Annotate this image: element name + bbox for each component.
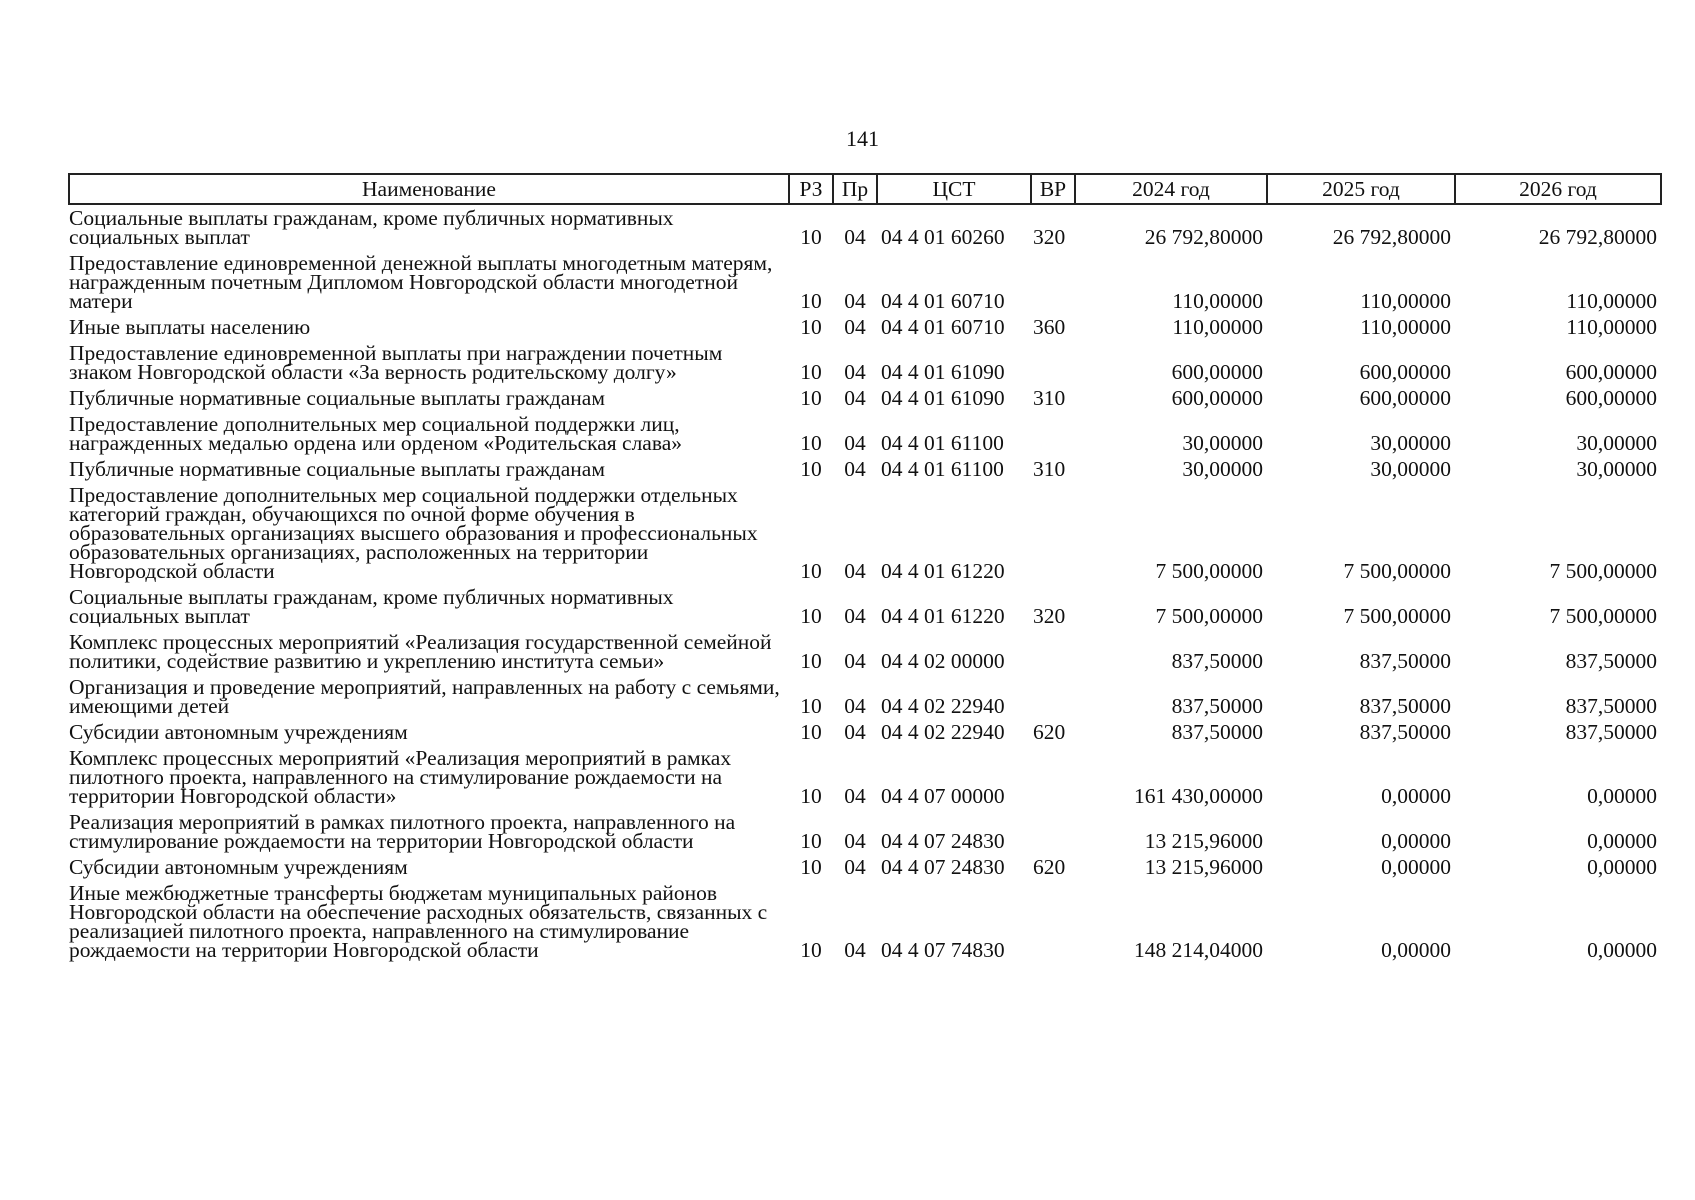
- row-rz: 10: [800, 855, 822, 879]
- row-name: Субсидии автономным учреждениям: [69, 720, 408, 744]
- row-pr: 04: [844, 431, 866, 455]
- row-pr: 04: [844, 315, 866, 339]
- row-2025: 110,00000: [1360, 315, 1451, 339]
- row-2024: 110,00000: [1172, 315, 1263, 339]
- table-row: [69, 204, 1661, 250]
- row-name: Комплекс процессных мероприятий «Реализация государственной семейной политики, содействие развитию и укреплению института семьи»: [69, 630, 772, 673]
- row-vr: 620: [1033, 720, 1066, 744]
- row-cst: 04 4 07 24830: [881, 829, 1005, 853]
- row-cst: 04 4 01 61220: [881, 604, 1005, 628]
- row-pr: 04: [844, 360, 866, 384]
- table-row: [69, 340, 1661, 385]
- row-vr: [1031, 809, 1075, 854]
- row-2024: 26 792,80000: [1144, 225, 1263, 249]
- row-2025: 30,00000: [1370, 431, 1451, 455]
- row-pr: 04: [844, 829, 866, 853]
- header-vr: ВР: [1031, 174, 1075, 204]
- row-rz: 10: [800, 431, 822, 455]
- row-2025: 7 500,00000: [1343, 604, 1451, 628]
- row-name: Иные межбюджетные трансферты бюджетам муниципальных районов Новгородской области на обеспечение расходных обязательств, связанных с реализацией пилотного проекта, направленного на стимулирование рождаемости на территории Новгородской области: [69, 881, 768, 962]
- row-2024: 30,00000: [1182, 457, 1263, 481]
- row-2026: 7 500,00000: [1549, 604, 1657, 628]
- header-name: Наименование: [69, 174, 789, 204]
- row-rz: 10: [800, 289, 822, 313]
- row-name: Публичные нормативные социальные выплаты гражданам: [69, 386, 605, 410]
- row-pr: 04: [844, 559, 866, 583]
- row-2025: 600,00000: [1359, 386, 1451, 410]
- row-pr: 04: [844, 386, 866, 410]
- row-2026: 0,00000: [1587, 855, 1657, 879]
- row-2025: 0,00000: [1381, 829, 1451, 853]
- row-2025: 0,00000: [1381, 784, 1451, 808]
- row-2024: 600,00000: [1171, 386, 1263, 410]
- header-cst: ЦСТ: [877, 174, 1031, 204]
- row-name: Иные выплаты населению: [69, 315, 311, 339]
- row-name: Предоставление дополнительных мер социальной поддержки лиц, награжденных медалью ордена или орденом «Родительская слава»: [69, 412, 683, 455]
- row-2024: 837,50000: [1171, 694, 1263, 718]
- row-2024: 13 215,96000: [1144, 855, 1263, 879]
- row-cst: 04 4 02 22940: [881, 694, 1005, 718]
- row-vr: 620: [1033, 855, 1066, 879]
- row-rz: 10: [800, 604, 822, 628]
- row-cst: 04 4 01 61100: [881, 431, 1004, 455]
- row-2026: 7 500,00000: [1549, 559, 1657, 583]
- table-row: [69, 745, 1661, 809]
- row-2025: 837,50000: [1359, 649, 1451, 673]
- row-2024: 600,00000: [1171, 360, 1263, 384]
- table-row: [69, 854, 1661, 880]
- table-header-row: [69, 174, 1661, 204]
- row-vr: 310: [1033, 457, 1066, 481]
- row-vr: [1031, 340, 1075, 385]
- row-cst: 04 4 02 00000: [881, 649, 1005, 673]
- row-2025: 30,00000: [1370, 457, 1451, 481]
- row-pr: 04: [844, 720, 866, 744]
- table-row: [69, 880, 1661, 963]
- row-cst: 04 4 07 74830: [881, 938, 1005, 962]
- row-2024: 837,50000: [1171, 649, 1263, 673]
- header-rz: РЗ: [789, 174, 833, 204]
- row-cst: 04 4 01 60710: [881, 315, 1005, 339]
- row-2026: 0,00000: [1587, 938, 1657, 962]
- header-2025: 2025 год: [1267, 174, 1455, 204]
- row-pr: 04: [844, 784, 866, 808]
- row-cst: 04 4 07 00000: [881, 784, 1005, 808]
- row-pr: 04: [844, 457, 866, 481]
- row-rz: 10: [800, 720, 822, 744]
- row-2026: 0,00000: [1587, 784, 1657, 808]
- row-rz: 10: [800, 225, 822, 249]
- row-rz: 10: [800, 694, 822, 718]
- table-row: [69, 719, 1661, 745]
- row-pr: 04: [844, 694, 866, 718]
- row-name: Комплекс процессных мероприятий «Реализация мероприятий в рамках пилотного проекта, направленного на стимулирование рождаемости на территории Новгородской области»: [69, 746, 732, 808]
- header-pr: Пр: [833, 174, 877, 204]
- row-name: Социальные выплаты гражданам, кроме публичных нормативных социальных выплат: [69, 206, 674, 249]
- table-row: [69, 809, 1661, 854]
- row-rz: 10: [800, 829, 822, 853]
- row-2025: 837,50000: [1359, 694, 1451, 718]
- row-2024: 13 215,96000: [1144, 829, 1263, 853]
- row-pr: 04: [844, 604, 866, 628]
- page-number: 141: [846, 126, 879, 151]
- row-2025: 837,50000: [1359, 720, 1451, 744]
- table-row: [69, 584, 1661, 629]
- row-2026: 837,50000: [1565, 649, 1657, 673]
- row-vr: [1031, 482, 1075, 584]
- row-cst: 04 4 01 60260: [881, 225, 1005, 249]
- row-cst: 04 4 01 60710: [881, 289, 1005, 313]
- row-rz: 10: [800, 559, 822, 583]
- row-2026: 26 792,80000: [1538, 225, 1657, 249]
- row-2026: 837,50000: [1565, 720, 1657, 744]
- row-name: Субсидии автономным учреждениям: [69, 855, 408, 879]
- row-2024: 30,00000: [1182, 431, 1263, 455]
- row-2025: 26 792,80000: [1332, 225, 1451, 249]
- row-2026: 600,00000: [1565, 360, 1657, 384]
- table-row: [69, 314, 1661, 340]
- row-cst: 04 4 01 61090: [881, 386, 1005, 410]
- row-2025: 0,00000: [1381, 938, 1451, 962]
- row-2024: 110,00000: [1172, 289, 1263, 313]
- row-pr: 04: [844, 855, 866, 879]
- row-name: Публичные нормативные социальные выплаты гражданам: [69, 457, 605, 481]
- row-vr: [1031, 674, 1075, 719]
- row-2024: 837,50000: [1171, 720, 1263, 744]
- row-2026: 837,50000: [1565, 694, 1657, 718]
- row-rz: 10: [800, 784, 822, 808]
- row-2026: 0,00000: [1587, 829, 1657, 853]
- table-row: [69, 411, 1661, 456]
- row-vr: [1031, 629, 1075, 674]
- header-2024: 2024 год: [1075, 174, 1267, 204]
- row-rz: 10: [800, 386, 822, 410]
- row-vr: 320: [1033, 604, 1066, 628]
- row-vr: 320: [1033, 225, 1066, 249]
- row-2025: 7 500,00000: [1343, 559, 1451, 583]
- row-pr: 04: [844, 649, 866, 673]
- row-vr: [1031, 411, 1075, 456]
- row-cst: 04 4 02 22940: [881, 720, 1005, 744]
- table-row: [69, 482, 1661, 584]
- table-row: [69, 250, 1661, 314]
- row-2024: 7 500,00000: [1155, 559, 1263, 583]
- row-vr: [1031, 250, 1075, 314]
- row-name: Организация и проведение мероприятий, направленных на работу с семьями, имеющими детей: [69, 675, 780, 718]
- row-rz: 10: [800, 315, 822, 339]
- row-name: Предоставление единовременной выплаты при награждении почетным знаком Новгородской области «За верность родительскому долгу»: [69, 341, 723, 384]
- row-vr: 310: [1033, 386, 1066, 410]
- row-name: Социальные выплаты гражданам, кроме публичных нормативных социальных выплат: [69, 585, 674, 628]
- row-pr: 04: [844, 225, 866, 249]
- row-2026: 600,00000: [1565, 386, 1657, 410]
- row-name: Предоставление дополнительных мер социальной поддержки отдельных категорий граждан, обучающихся по очной форме обучения в образовательных организациях высшего образования и профессиональных образовательных организациях, расположенных на территории Новгородской области: [69, 483, 758, 583]
- row-2025: 110,00000: [1360, 289, 1451, 313]
- row-rz: 10: [800, 938, 822, 962]
- row-cst: 04 4 01 61100: [881, 457, 1004, 481]
- row-2026: 110,00000: [1566, 315, 1657, 339]
- row-rz: 10: [800, 360, 822, 384]
- row-2024: 161 430,00000: [1134, 784, 1263, 808]
- row-2026: 30,00000: [1576, 457, 1657, 481]
- table-row: [69, 674, 1661, 719]
- row-2024: 148 214,04000: [1134, 938, 1263, 962]
- header-2026: 2026 год: [1455, 174, 1661, 204]
- row-vr: [1031, 880, 1075, 963]
- row-name: Предоставление единовременной денежной выплаты многодетным матерям, награжденным почетным Дипломом Новгородской области многодетной матери: [69, 251, 773, 313]
- row-rz: 10: [800, 457, 822, 481]
- row-cst: 04 4 01 61220: [881, 559, 1005, 583]
- table-row: [69, 385, 1661, 411]
- row-2025: 600,00000: [1359, 360, 1451, 384]
- row-2026: 110,00000: [1566, 289, 1657, 313]
- row-pr: 04: [844, 938, 866, 962]
- row-cst: 04 4 01 61090: [881, 360, 1005, 384]
- budget-table: [68, 173, 1662, 963]
- table-row: [69, 629, 1661, 674]
- row-vr: 360: [1033, 315, 1066, 339]
- row-pr: 04: [844, 289, 866, 313]
- row-name: Реализация мероприятий в рамках пилотного проекта, направленного на стимулирование рождаемости на территории Новгородской области: [69, 810, 736, 853]
- row-2026: 30,00000: [1576, 431, 1657, 455]
- row-rz: 10: [800, 649, 822, 673]
- row-cst: 04 4 07 24830: [881, 855, 1005, 879]
- row-2024: 7 500,00000: [1155, 604, 1263, 628]
- table-row: [69, 456, 1661, 482]
- row-vr: [1031, 745, 1075, 809]
- row-2025: 0,00000: [1381, 855, 1451, 879]
